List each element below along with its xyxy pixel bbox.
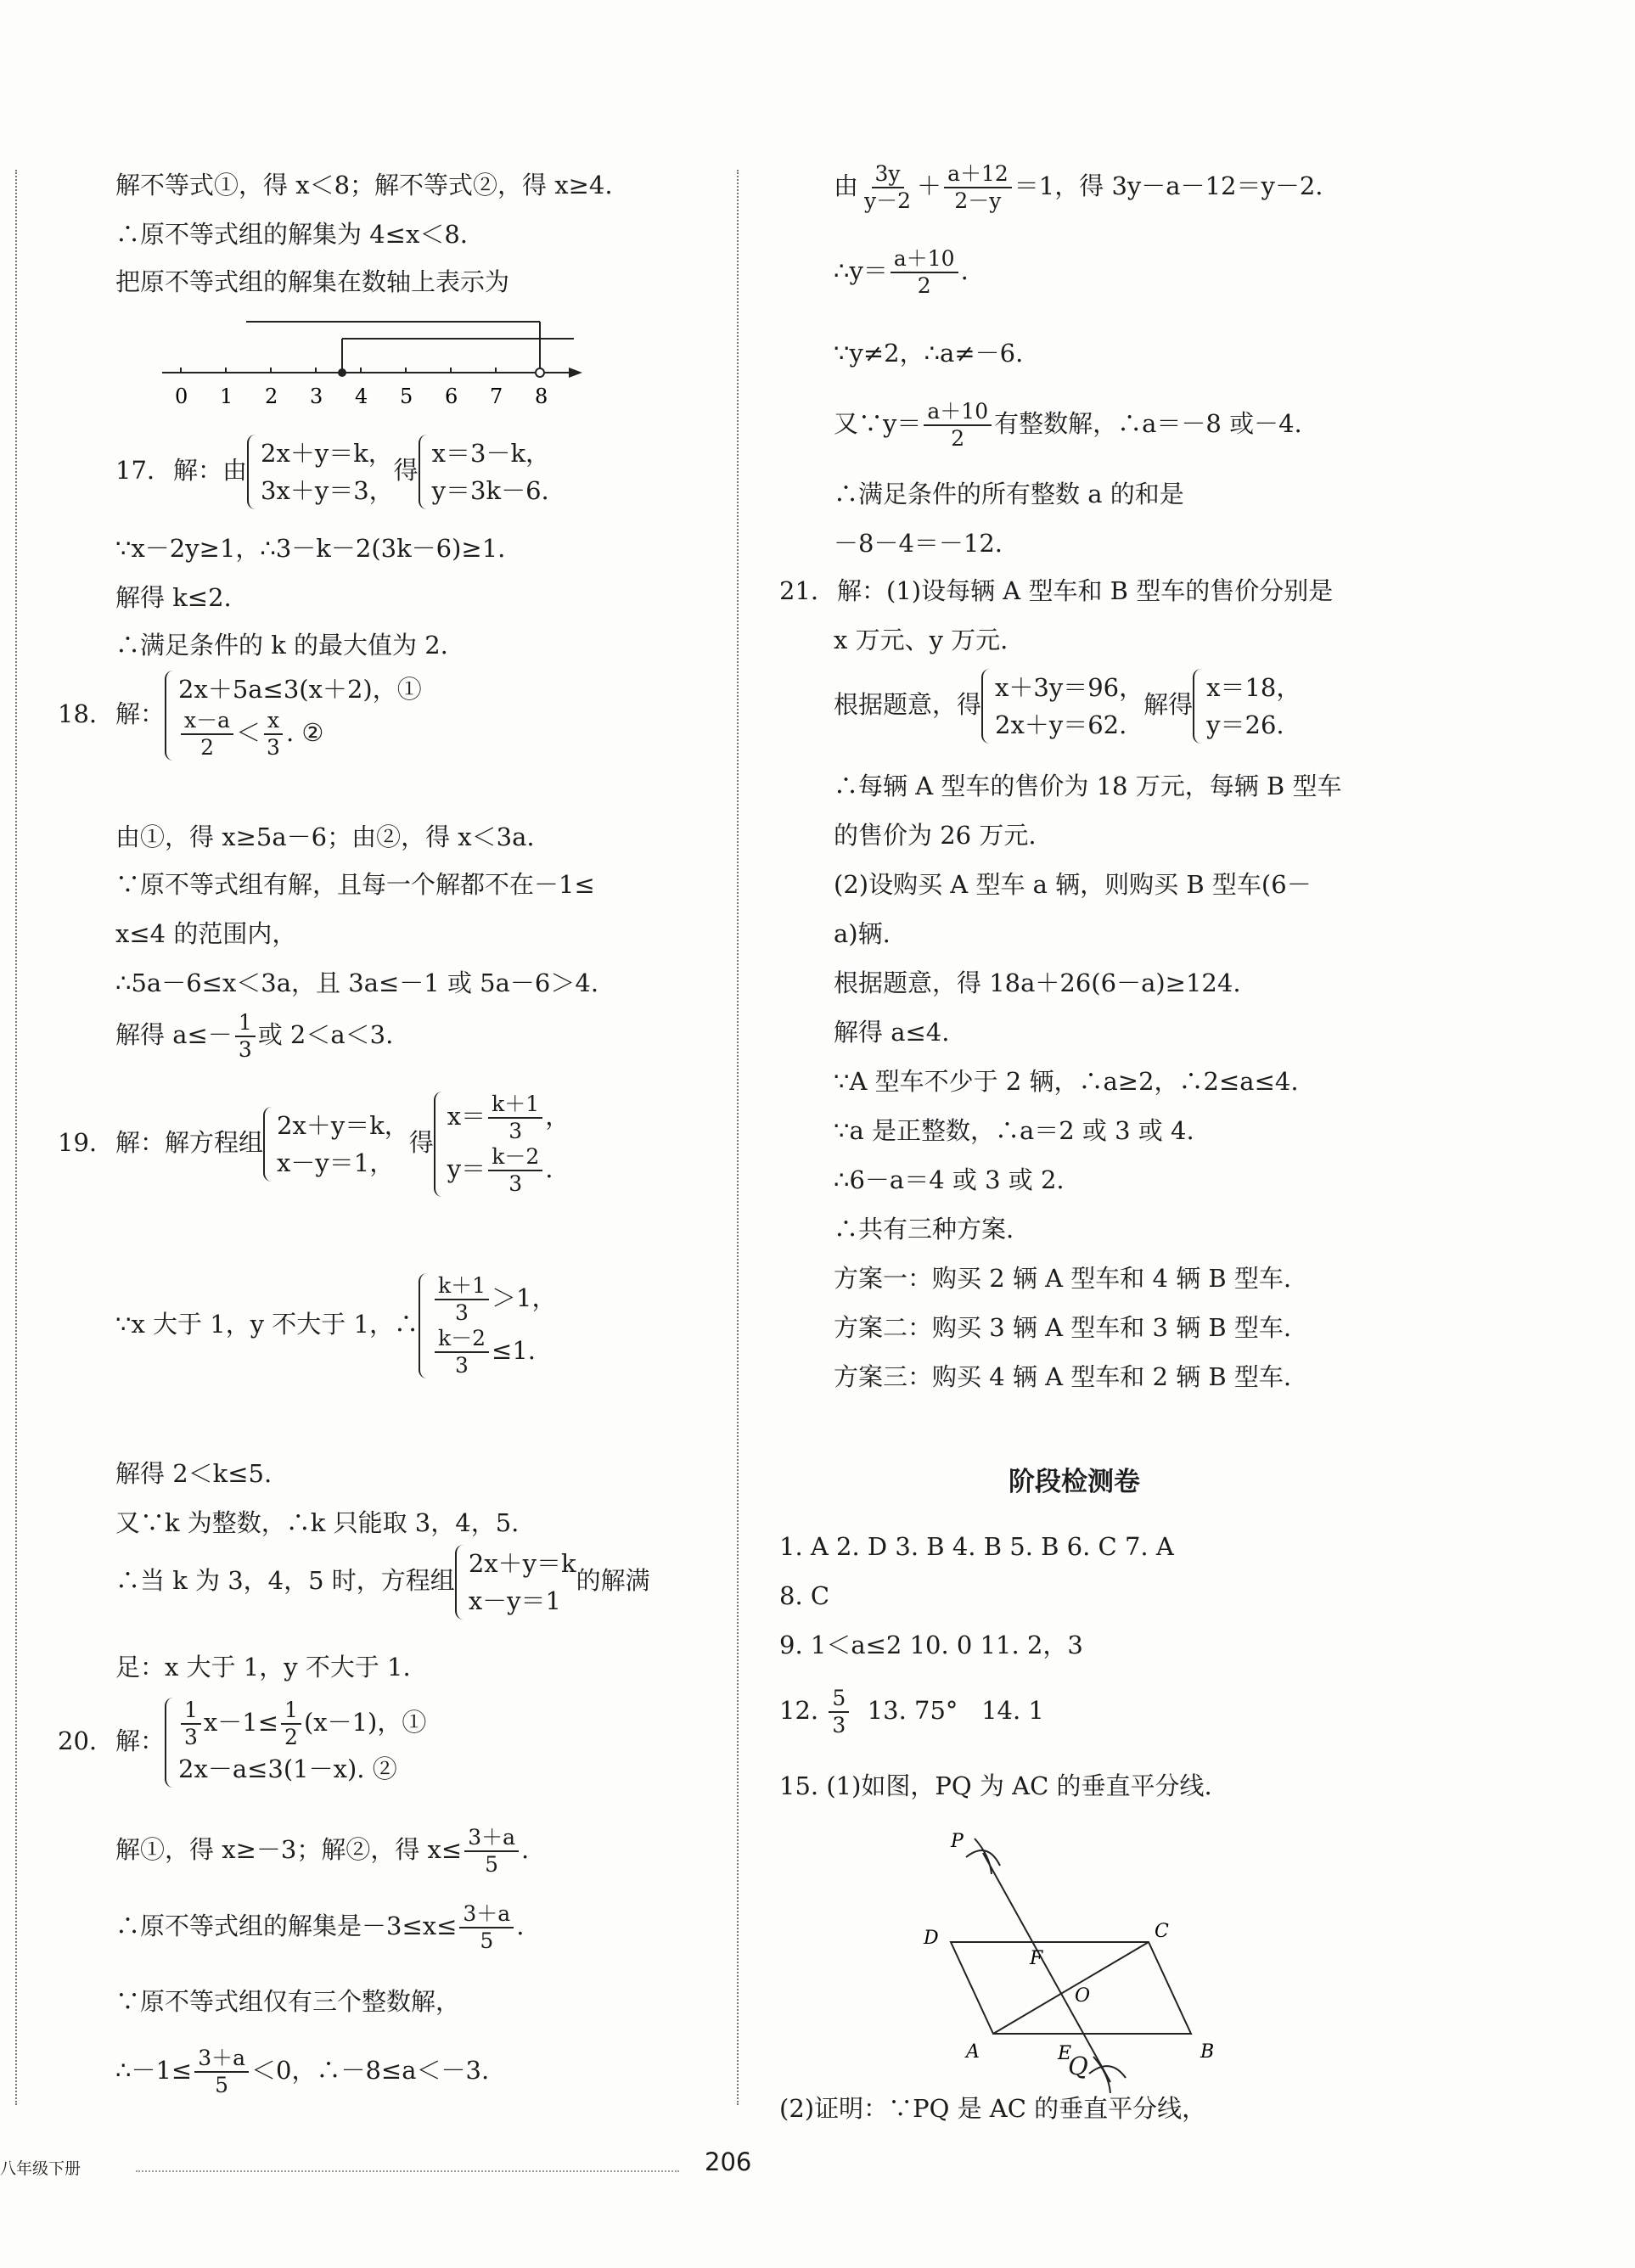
answer-line: 15. (1)如图，PQ 为 AC 的垂直平分线.	[779, 1771, 1212, 1800]
equation	[447, 1144, 570, 1197]
inequality-system	[165, 671, 422, 761]
text: .	[521, 1835, 530, 1864]
section-heading: 阶段检测卷	[1009, 1467, 1140, 1497]
text-line: x≤4 的范围内，	[115, 919, 297, 948]
denominator: 3	[184, 1725, 198, 1749]
label-O: O	[1075, 1985, 1091, 2007]
numerator: 5	[829, 1686, 849, 1713]
diagonal-AC	[993, 1942, 1149, 2034]
equation: x－y＝1，	[277, 1148, 395, 1177]
text-line: ∴每辆 A 型车的售价为 18 万元，每辆 B 型车	[834, 772, 1342, 800]
footer-grade: 八年级下册	[0, 2159, 81, 2178]
numerator: k－2	[435, 1326, 489, 1353]
text: ＋	[917, 171, 942, 200]
text: ＞1，	[492, 1283, 557, 1312]
answer-line	[779, 1686, 1044, 1738]
text: ∴－1≤	[115, 2056, 193, 2085]
text-line: ∵原不等式组仅有三个整数解，	[115, 1987, 461, 2016]
denominator: 5	[215, 2073, 229, 2097]
text: ≤1.	[492, 1336, 536, 1365]
tick-label: 8	[535, 385, 548, 408]
text: x－1≤	[203, 1708, 279, 1737]
inequality: 2x＋5a≤3(x＋2)，①	[178, 675, 422, 704]
text-line: 解得 2＜k≤5.	[115, 1459, 272, 1488]
text: ∴当 k 为 3，4，5 时，方程组	[115, 1566, 455, 1595]
footer-divider	[136, 2170, 679, 2172]
question-19	[58, 1092, 570, 1197]
text: ，	[545, 1102, 570, 1131]
text: 解得 a≤－	[115, 1020, 233, 1049]
label-A: A	[966, 2041, 980, 2063]
inequality	[432, 1326, 557, 1378]
text-line: 解得 a≤4.	[834, 1018, 950, 1047]
text-line: ∴5a－6≤x＜3a，且 3a≤－1 或 5a－6＞4.	[115, 968, 599, 997]
text: 解：	[115, 699, 166, 728]
hollow-point	[536, 368, 544, 377]
text-line	[115, 1273, 556, 1378]
label-F: F	[1030, 1948, 1043, 1969]
numerator: a＋12	[944, 161, 1012, 188]
text-line: 解得 k≤2.	[115, 583, 232, 612]
numerator: k＋1	[488, 1092, 542, 1119]
numerator: 1	[235, 1010, 256, 1037]
text-line	[834, 161, 1323, 214]
equation-system	[263, 1107, 409, 1182]
text: ＜0，∴－8≤a＜－3.	[251, 2056, 490, 2085]
text-line: ∴6－a＝4 或 3 或 2.	[834, 1165, 1065, 1194]
solution-system	[434, 1092, 570, 1197]
question-18	[58, 671, 422, 761]
equation: x－y＝1	[468, 1586, 562, 1615]
solution-system	[419, 435, 550, 509]
denominator: 3	[455, 1353, 469, 1378]
text-line: 根据题意，得 18a＋26(6－a)≥124.	[834, 968, 1241, 997]
inequality: 2x－a≤3(1－x). ②	[178, 1754, 397, 1783]
tick-label: 1	[220, 385, 233, 408]
equation	[447, 1092, 570, 1144]
text: ∴y＝	[834, 256, 888, 285]
text-line: ∵y≠2，∴a≠－6.	[834, 339, 1024, 368]
text-line	[115, 1901, 524, 1954]
inequality	[178, 1698, 426, 1750]
text-line	[834, 246, 969, 299]
text-line	[834, 669, 1301, 744]
numerator: k－2	[488, 1144, 542, 1171]
numerator: 3y	[872, 161, 904, 188]
numerator: x－a	[181, 708, 233, 735]
number-line-figure	[158, 310, 633, 429]
question-number: 19.	[58, 1128, 98, 1157]
text-line: 又∵k 为整数，∴k 只能取 3，4，5.	[115, 1508, 520, 1537]
text: y＝	[447, 1154, 486, 1183]
inequality	[432, 1273, 557, 1326]
text: 12.	[779, 1696, 819, 1725]
equation: x＋3y＝96，	[995, 673, 1144, 702]
text: ＜	[236, 718, 261, 747]
tick-label: 7	[490, 385, 503, 408]
tick-label: 2	[265, 385, 278, 408]
text-line: 方案一：购买 2 辆 A 型车和 4 辆 B 型车.	[834, 1264, 1292, 1293]
text-line: 的售价为 26 万元.	[834, 821, 1037, 850]
text-line	[834, 399, 1302, 452]
text-line: ∴共有三种方案.	[834, 1215, 1014, 1243]
equation: y＝26.	[1206, 710, 1284, 739]
equation: 3x＋y＝3，	[261, 476, 394, 505]
denominator: 3	[832, 1713, 846, 1737]
text: 根据题意，得	[834, 690, 982, 719]
text-line: (2)设购买 A 型车 a 辆，则购买 B 型车(6－	[834, 870, 1312, 899]
question-number: 17.	[115, 456, 155, 485]
tick-label: 3	[310, 385, 323, 408]
arc-mark-P2	[975, 1839, 992, 1874]
numerator: a＋10	[891, 246, 958, 273]
answer-line: (2)证明：∵PQ 是 AC 的垂直平分线，	[779, 2094, 1207, 2123]
text-line: ∴满足条件的所有整数 a 的和是	[834, 480, 1184, 508]
denominator: 2	[917, 273, 931, 298]
text: 由	[834, 171, 859, 200]
equation: y＝3k－6.	[431, 476, 549, 505]
text: 得	[408, 1128, 434, 1157]
text: 13. 75° 14. 1	[851, 1696, 1044, 1725]
text: 或 2＜a＜3.	[257, 1020, 394, 1049]
denominator: 2	[951, 426, 965, 451]
inequality-system	[419, 1273, 557, 1378]
label-Q: Q	[1068, 2052, 1088, 2080]
denominator: 2	[284, 1725, 298, 1749]
text-line: ∵原不等式组有解，且每一个解都不在－1≤	[115, 870, 595, 899]
solid-point	[338, 368, 346, 377]
text-line	[115, 1010, 393, 1063]
numerator: 3＋a	[459, 1901, 514, 1928]
text: 解：	[115, 1726, 166, 1755]
question-20	[58, 1698, 426, 1788]
numerator: 1	[181, 1698, 201, 1725]
text-line: 解不等式①，得 x＜8；解不等式②，得 x≥4.	[115, 171, 613, 199]
denominator: 5	[485, 1852, 499, 1877]
equation: x＝3－k，	[431, 439, 551, 468]
inequality	[178, 708, 422, 761]
answer-line: 8. C	[779, 1581, 830, 1610]
text: 解得	[1143, 690, 1194, 719]
denominator: 3	[508, 1119, 523, 1143]
denominator: y－2	[864, 188, 912, 213]
text-line	[115, 1825, 529, 1878]
text: .	[545, 1154, 553, 1183]
equation-system	[247, 435, 394, 509]
numerator: 3＋a	[464, 1825, 519, 1852]
label-C: C	[1155, 1921, 1169, 1942]
equation-system	[981, 669, 1143, 744]
text-line: ∵A 型车不少于 2 辆，∴a≥2，∴2≤a≤4.	[834, 1067, 1299, 1096]
denominator: 2	[200, 735, 214, 760]
tick-label: 0	[175, 385, 188, 408]
text-line: 由①，得 x≥5a－6；由②，得 x＜3a.	[115, 822, 535, 851]
text: .	[960, 256, 969, 285]
text: 解：由	[173, 456, 248, 485]
text: .	[516, 1912, 525, 1940]
question-number: 21.	[779, 576, 819, 605]
text-line: ∴满足条件的 k 的最大值为 2.	[115, 631, 448, 660]
equation-system	[455, 1545, 576, 1620]
text: 解：(1)设每辆 A 型车和 B 型车的售价分别是	[837, 576, 1334, 605]
page-number: 206	[705, 2147, 752, 2176]
denominator: 2－y	[954, 188, 1002, 213]
equation: x＝18，	[1206, 673, 1301, 702]
column-divider	[737, 170, 739, 2105]
equation: 2x＋y＝k	[468, 1549, 576, 1578]
text: 有整数解，∴a＝－8 或－4.	[994, 409, 1302, 438]
text: 得	[393, 456, 419, 485]
answer-line: 1. A 2. D 3. B 4. B 5. B 6. C 7. A	[779, 1532, 1174, 1561]
question-number: 20.	[58, 1726, 98, 1755]
denominator: 3	[455, 1300, 469, 1325]
text: ＝1，得 3y－a－12＝y－2.	[1014, 171, 1323, 200]
perpendicular-bisector-PQ	[983, 1853, 1110, 2082]
numerator: x	[264, 708, 283, 735]
equation: 2x＋y＝62.	[995, 710, 1127, 739]
numerator: 1	[281, 1698, 301, 1725]
text-line: ∴原不等式组的解集为 4≤x＜8.	[115, 220, 468, 249]
text-line: ∵x－2y≥1，∴3－k－2(3k－6)≥1.	[115, 534, 506, 563]
arrow-icon	[569, 368, 582, 378]
answer-line: 9. 1＜a≤2 10. 0 11. 2，3	[779, 1631, 1083, 1659]
text-line: 方案二：购买 3 辆 A 型车和 3 辆 B 型车.	[834, 1313, 1292, 1342]
text: x＝	[447, 1102, 486, 1131]
text-line: 把原不等式组的解集在数轴上表示为	[115, 267, 510, 296]
text-line: 足：x 大于 1，y 不大于 1.	[115, 1653, 411, 1681]
text: 又∵y＝	[834, 409, 922, 438]
equation: 2x＋y＝k，	[261, 439, 393, 468]
label-P: P	[951, 1831, 964, 1852]
tick-label: 5	[400, 385, 413, 408]
text: 的解满	[576, 1566, 650, 1595]
label-E: E	[1058, 2043, 1072, 2064]
question-number: 18.	[58, 699, 98, 728]
denominator: 3	[238, 1037, 252, 1062]
text: (x－1)，①	[303, 1708, 427, 1737]
equation: 2x＋y＝k，	[277, 1111, 409, 1140]
question-21	[779, 575, 1333, 606]
text: 解①，得 x≥－3；解②，得 x≤	[115, 1835, 463, 1864]
text-line: a)辆.	[834, 919, 891, 948]
tick-label: 6	[445, 385, 458, 408]
text: . ②	[285, 718, 324, 747]
binding-margin	[15, 170, 17, 2105]
text-line: －8－4＝－12.	[834, 529, 1003, 558]
text-line: ∵a 是正整数，∴a＝2 或 3 或 4.	[834, 1116, 1194, 1145]
label-D: D	[924, 1928, 939, 1949]
text-line: x 万元、y 万元.	[834, 626, 1009, 654]
numerator: a＋10	[924, 399, 992, 426]
arc-mark-P	[966, 1850, 1000, 1866]
text-line: 方案三：购买 4 辆 A 型车和 2 辆 B 型车.	[834, 1362, 1292, 1391]
denominator: 3	[508, 1171, 523, 1196]
denominator: 5	[480, 1928, 494, 1953]
text: 解：解方程组	[115, 1128, 264, 1157]
numerator: k＋1	[435, 1273, 489, 1300]
tick-label: 4	[355, 385, 368, 408]
question-17	[115, 435, 550, 509]
text-line	[115, 1545, 650, 1620]
text: ∵x 大于 1，y 不大于 1，∴	[115, 1310, 419, 1339]
label-B: B	[1200, 2041, 1215, 2063]
text: ∴原不等式组的解集是－3≤x≤	[115, 1912, 458, 1940]
inequality-system	[165, 1698, 426, 1788]
parallelogram-figure	[924, 1823, 1238, 2064]
text-line	[115, 2046, 489, 2098]
arc-mark-Q2	[1093, 2057, 1110, 2093]
solution-system	[1193, 669, 1301, 744]
numerator: 3＋a	[194, 2046, 249, 2073]
denominator: 3	[267, 735, 280, 760]
